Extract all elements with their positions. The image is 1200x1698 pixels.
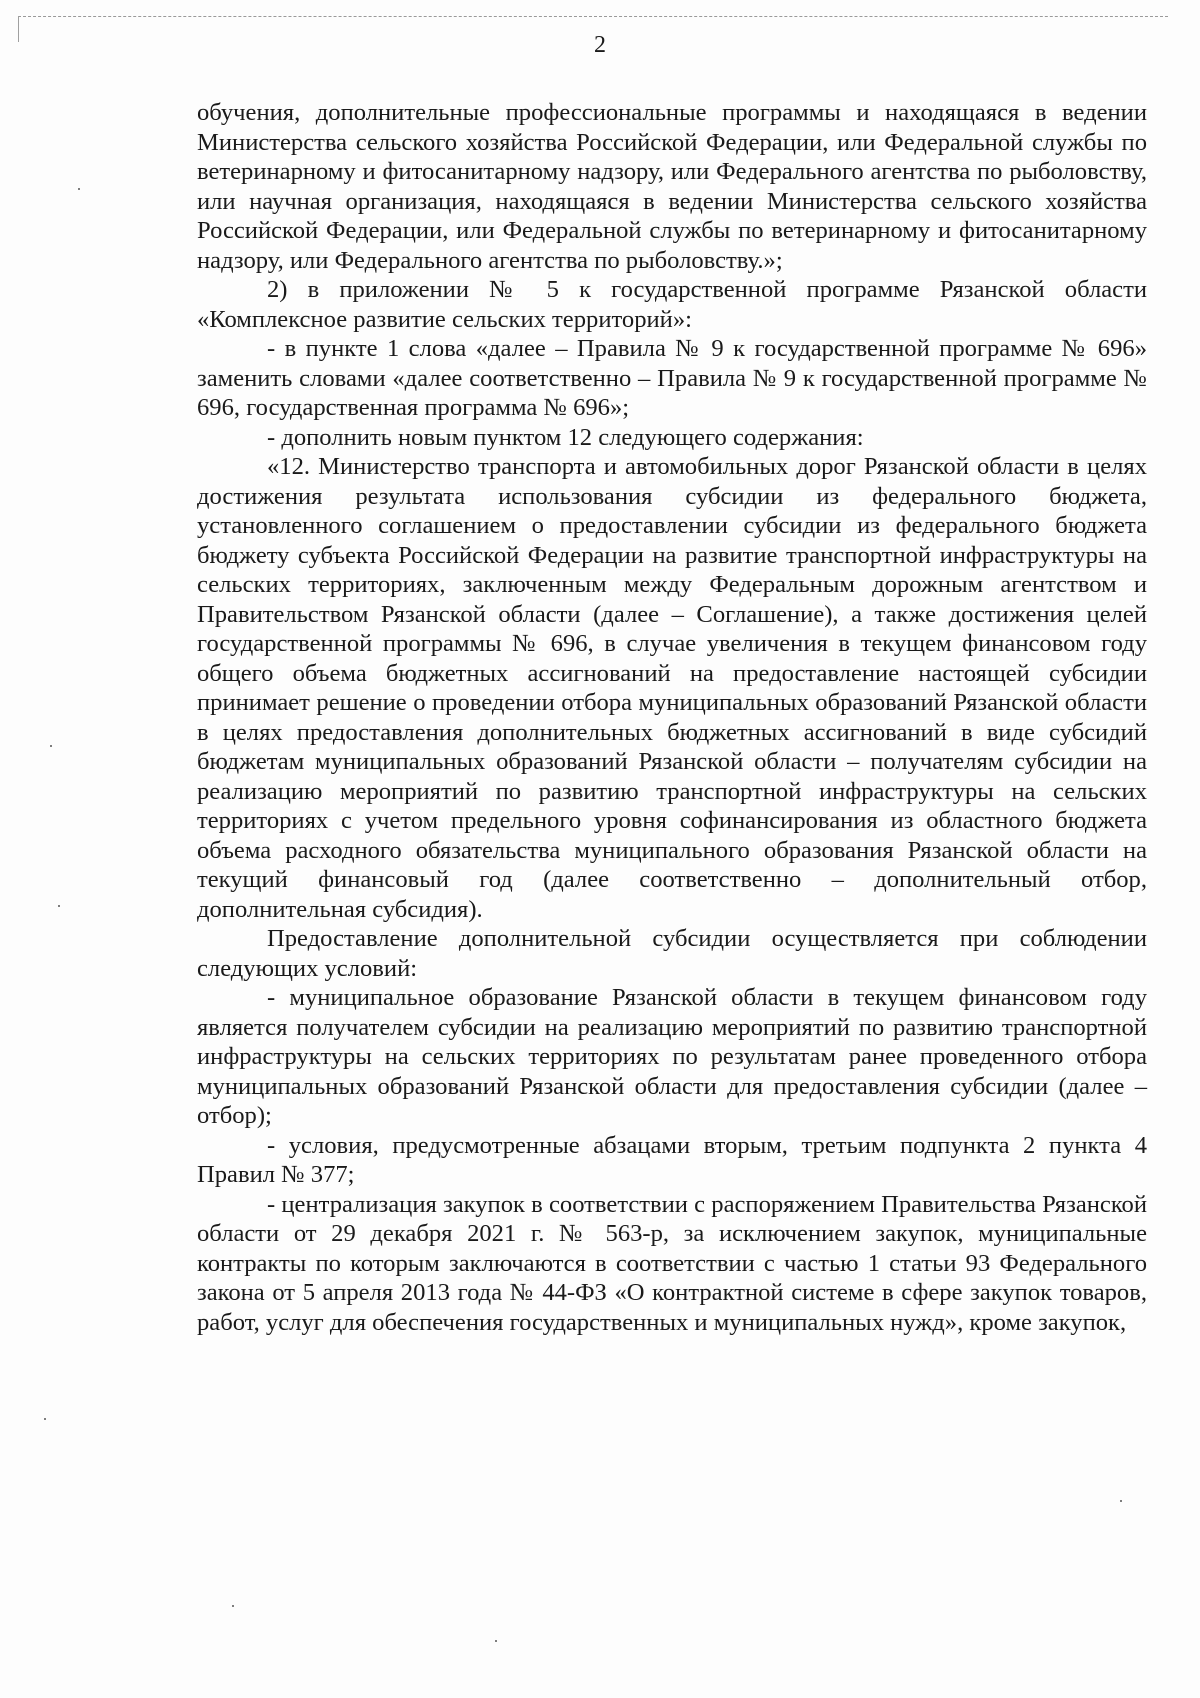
scan-speck — [44, 1418, 46, 1420]
paragraph-2: 2) в приложении № 5 к государственной программе Рязанской области «Комплексное развитие сельских территорий»: — [197, 276, 1147, 333]
scan-speck — [232, 1605, 234, 1607]
paragraph-3: - в пункте 1 слова «далее – Правила № 9 к государственной программе № 696» заменить словами «далее соответственно – Правила № 9 к государственной программе № 696, государственная программа № 696»; — [197, 335, 1147, 421]
scan-border-top — [18, 16, 1168, 19]
paragraph-1: обучения, дополнительные профессиональные программы и находящаяся в ведении Министерства сельского хозяйства Российской Федерации, или Федеральной службы по ветеринарному и фитосанитарному надзору, или Федерального агентства по рыболовству, или научная организация, находящаяся в ведении Министерства сельского хозяйства Российской Федерации, или Федеральной службы по ветеринарному и фитосанитарному надзору, или Федерального агентства по рыболовству.»; — [197, 99, 1147, 274]
paragraph-4: - дополнить новым пунктом 12 следующего содержания: — [267, 423, 864, 451]
paragraph-6: Предоставление дополнительной субсидии осуществляется при соблюдении следующих условий: — [197, 925, 1147, 982]
scan-speck — [58, 905, 60, 907]
paragraph-7: - муниципальное образование Рязанской области в текущем финансовом году является получателем субсидии на реализацию мероприятий по развитию транспортной инфраструктуры на сельских территориях по результатам ранее проведенного отбора муниципальных образований Рязанской области для предоставления субсидии (далее – отбор); — [197, 984, 1147, 1129]
scan-speck — [78, 188, 80, 190]
paragraph-5: «12. Министерство транспорта и автомобильных дорог Рязанской области в целях достижения результата использования субсидии из федерального бюджета, установленного соглашением о предоставлении субсидии из федерального бюджета бюджету субъекта Российской Федерации на развитие транспортной инфраструктуры на сельских территориях, заключенным между Федеральным дорожным агентством и Правительством Рязанской области (далее – Соглашение), а также достижения целей государственной программы № 696, в случае увеличения в текущем финансовом году общего объема бюджетных ассигнований на предоставление настоящей субсидии принимает решение о проведении отбора муниципальных образований Рязанской области в целях предоставления дополнительных бюджетных ассигнований в виде субсидий бюджетам муниципальных образований Рязанской области – получателям субсидии на реализацию мероприятий по развитию транспортной инфраструктуры на сельских территориях с учетом предельного уровня софинансирования из областного бюджета объема расходного обязательства муниципального образования Рязанской области на текущий финансовый год (далее соответственно – дополнительный отбор, дополнительная субсидия). — [197, 453, 1147, 923]
page-number: 2 — [594, 32, 606, 58]
paragraph-8: - условия, предусмотренные абзацами вторым, третьим подпункта 2 пункта 4 Правил № 377; — [197, 1131, 1147, 1188]
scan-speck — [1120, 1500, 1122, 1502]
scan-speck — [50, 745, 52, 747]
scan-speck — [495, 1640, 497, 1642]
paragraph-9: - централизация закупок в соответствии с распоряжением Правительства Рязанской области от 29 декабря 2021 г. № 563-р, за исключением закупок, муниципальные контракты по которым заключаются в соответствии с частью 1 статьи 93 Федерального закона от 5 апреля 2013 года № 44-ФЗ «О контрактной системе в сфере закупок товаров, работ, услуг для обеспечения государственных и муниципальных нужд», кроме закупок, — [197, 1190, 1147, 1336]
document-body — [197, 98, 1147, 1337]
